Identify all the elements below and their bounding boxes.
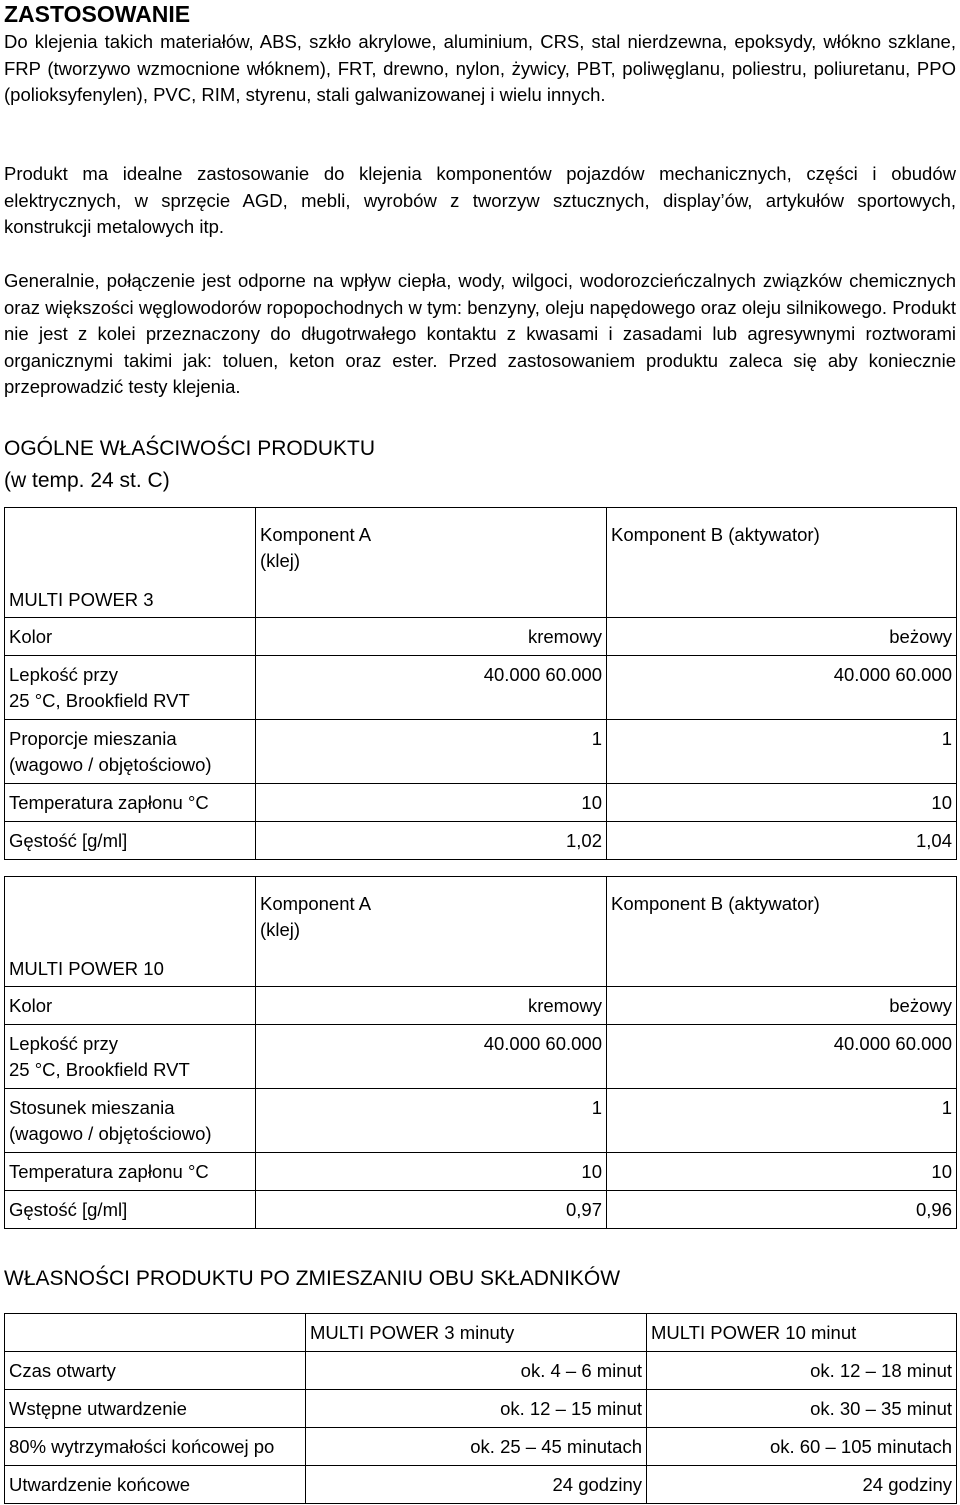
row-label: Utwardzenie końcowe	[5, 1466, 306, 1504]
table-row	[5, 784, 957, 822]
component-a-subtitle: (klej)	[260, 550, 301, 571]
component-a-title: Komponent A	[260, 524, 372, 545]
row-label-line1: Lepkość przy	[9, 664, 118, 685]
row-value-a: ok. 12 – 15 minut	[306, 1390, 647, 1428]
section-title-general-properties: OGÓLNE WŁAŚCIWOŚCI PRODUKTU	[4, 437, 376, 460]
row-label: Czas otwarty	[5, 1352, 306, 1390]
row-label-line2: (wagowo / objętościowo)	[9, 754, 212, 775]
table-row	[5, 1025, 957, 1089]
paragraph-resistance: Generalnie, połączenie jest odporne na wpływ ciepła, wody, wilgoci, wodorozcieńczalnych związków chemicznych oraz większości węglowodorów ropopochodnych w tym: benzyny, oleju napędowego oraz oleju silnikowego. Produkt nie jest z kolei przeznaczony do długotrwałego kontaktu z kwasami i zasadami lub agresywnymi roztworami organicznymi takimi jak: toluen, keton oraz ester. Przed zastosowaniem produktu zaleca się aby koniecznie przeprowadzić testy klejenia.	[4, 270, 956, 397]
row-value-a: 10	[256, 1153, 607, 1191]
column-header-multi-power-3: MULTI POWER 3 minuty	[306, 1314, 647, 1352]
table-row	[5, 656, 957, 720]
table-row	[5, 822, 957, 860]
table-row	[5, 1428, 957, 1466]
product-name: MULTI POWER 3	[9, 589, 154, 610]
section-subtitle-temperature: (w temp. 24 st. C)	[4, 469, 170, 492]
table-row	[5, 1352, 957, 1390]
row-value-a: 10	[256, 784, 607, 822]
table-row	[5, 618, 957, 656]
heading-zastosowanie: ZASTOSOWANIE	[4, 1, 191, 27]
row-value-a: ok. 4 – 6 minut	[306, 1352, 647, 1390]
row-label	[5, 656, 256, 720]
section-title-mixed-properties: WŁASNOŚCI PRODUKTU PO ZMIESZANIU OBU SKŁADNIKÓW	[4, 1267, 621, 1290]
row-value-b: ok. 60 – 105 minutach	[647, 1428, 957, 1466]
row-label-line1: Lepkość przy	[9, 1033, 118, 1054]
column-header-multi-power-10: MULTI POWER 10 minut	[647, 1314, 957, 1352]
row-label	[5, 1025, 256, 1089]
properties-table-multi-power-3	[4, 507, 957, 860]
component-b-header	[607, 508, 957, 618]
row-value-b: beżowy	[607, 618, 957, 656]
row-value-a: 1	[256, 720, 607, 784]
row-value-b: 40.000 60.000	[607, 1025, 957, 1089]
row-label: Kolor	[5, 987, 256, 1025]
row-value-a: 1	[256, 1089, 607, 1153]
row-label-line2: (wagowo / objętościowo)	[9, 1123, 212, 1144]
row-label: Temperatura zapłonu °C	[5, 1153, 256, 1191]
component-b-title: Komponent B (aktywator)	[611, 524, 820, 545]
component-a-header	[256, 877, 607, 987]
table-row	[5, 1089, 957, 1153]
row-value-b: 1,04	[607, 822, 957, 860]
paragraph-applications: Produkt ma idealne zastosowanie do klejenia komponentów pojazdów mechanicznych, części i obudów elektrycznych, w sprzęcie AGD, mebli, wyrobów z tworzyw sztucznych, display’ów, artykułów sportowych, konstrukcji metalowych itp.	[4, 163, 956, 237]
row-value-b: ok. 12 – 18 minut	[647, 1352, 957, 1390]
empty-header-cell	[5, 1314, 306, 1352]
row-value-a: 24 godziny	[306, 1466, 647, 1504]
table-row	[5, 1466, 957, 1504]
row-value-b: 1	[607, 1089, 957, 1153]
table-row	[5, 987, 957, 1025]
table-row	[5, 1191, 957, 1229]
row-value-a: 40.000 60.000	[256, 656, 607, 720]
product-name-cell	[5, 877, 256, 987]
row-value-a: kremowy	[256, 987, 607, 1025]
row-value-a: ok. 25 – 45 minutach	[306, 1428, 647, 1466]
row-label	[5, 720, 256, 784]
row-label-line1: Stosunek mieszania	[9, 1097, 175, 1118]
row-value-b: 1	[607, 720, 957, 784]
component-a-header	[256, 508, 607, 618]
component-b-title: Komponent B (aktywator)	[611, 893, 820, 914]
row-value-a: 0,97	[256, 1191, 607, 1229]
row-value-b: 10	[607, 1153, 957, 1191]
table-row	[5, 720, 957, 784]
row-value-a: 1,02	[256, 822, 607, 860]
row-label-line1: Proporcje mieszania	[9, 728, 177, 749]
row-label-line2: 25 °C, Brookfield RVT	[9, 1059, 190, 1080]
row-label: Temperatura zapłonu °C	[5, 784, 256, 822]
mixed-properties-table	[4, 1313, 957, 1504]
properties-table-multi-power-10	[4, 876, 957, 1229]
row-label: Gęstość [g/ml]	[5, 1191, 256, 1229]
table-row	[5, 1153, 957, 1191]
row-value-a: 40.000 60.000	[256, 1025, 607, 1089]
row-value-b: beżowy	[607, 987, 957, 1025]
product-name: MULTI POWER 10	[9, 958, 164, 979]
row-value-b: 24 godziny	[647, 1466, 957, 1504]
row-value-b: 10	[607, 784, 957, 822]
paragraph-materials: Do klejenia takich materiałów, ABS, szkło akrylowe, aluminium, CRS, stal nierdzewna, epoksydy, włókno szklane, FRP (tworzywo wzmocnione włóknem), FRT, drewno, nylon, żywicy, PBT, poliwęglanu, poliestru, poliuretanu, PPO (polioksyfenylen), PVC, RIM, styrenu, stali galwanizowanej i wielu innych.	[4, 31, 956, 105]
product-name-cell	[5, 508, 256, 618]
row-label: Gęstość [g/ml]	[5, 822, 256, 860]
component-a-subtitle: (klej)	[260, 919, 301, 940]
table-row	[5, 1390, 957, 1428]
row-label: 80% wytrzymałości końcowej po	[5, 1428, 306, 1466]
row-value-a: kremowy	[256, 618, 607, 656]
row-value-b: 0,96	[607, 1191, 957, 1229]
row-value-b: 40.000 60.000	[607, 656, 957, 720]
row-label-line2: 25 °C, Brookfield RVT	[9, 690, 190, 711]
row-label: Kolor	[5, 618, 256, 656]
row-label	[5, 1089, 256, 1153]
component-a-title: Komponent A	[260, 893, 372, 914]
row-label: Wstępne utwardzenie	[5, 1390, 306, 1428]
row-value-b: ok. 30 – 35 minut	[647, 1390, 957, 1428]
component-b-header	[607, 877, 957, 987]
